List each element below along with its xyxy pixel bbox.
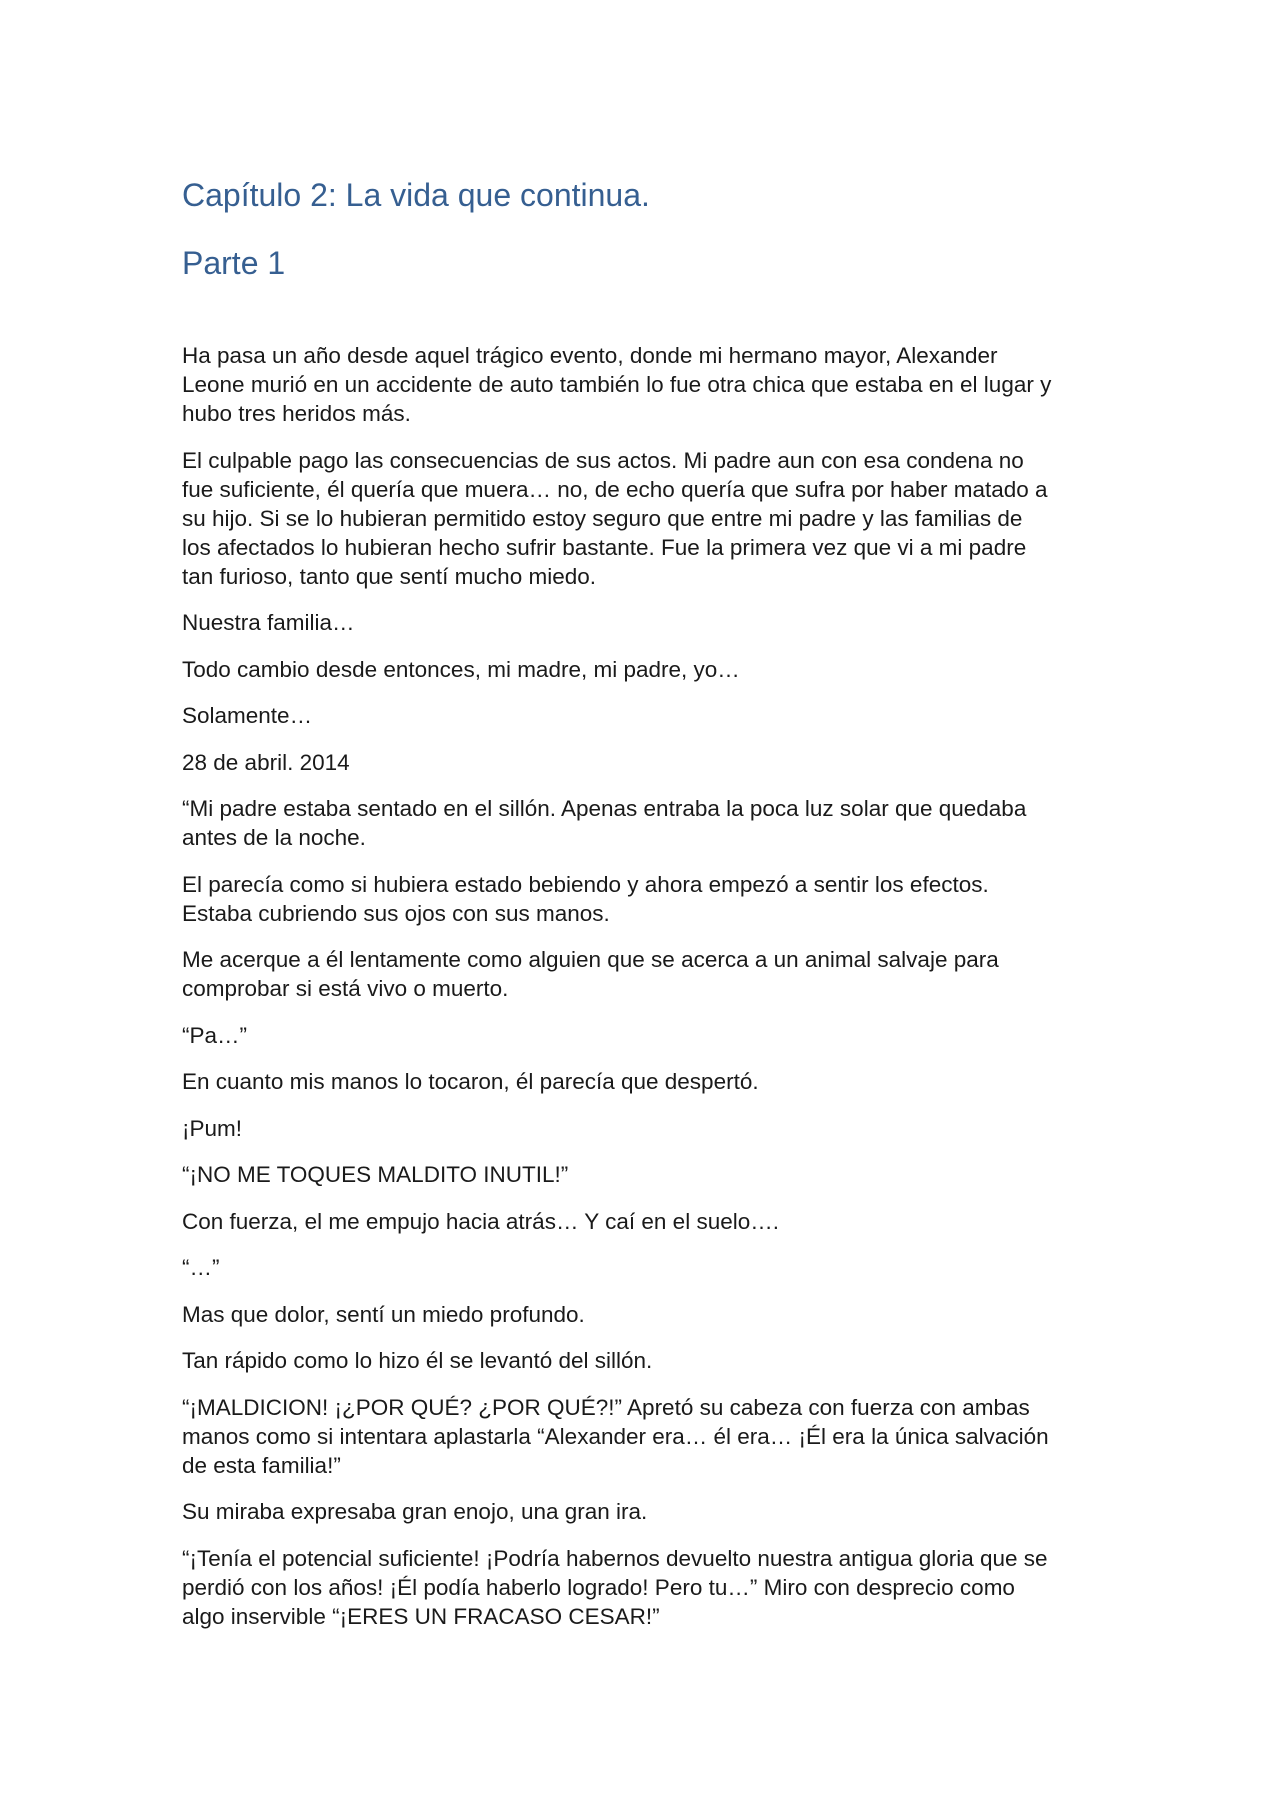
dialogue-line: “¡MALDICION! ¡¿POR QUÉ? ¿POR QUÉ?!” Apretó su cabeza con fuerza con ambas manos como si intentara aplastarla “Alexander era… él era… ¡Él era la única salvación de esta familia!” bbox=[182, 1394, 1049, 1478]
dialogue-line: “Pa…” bbox=[182, 1022, 248, 1048]
paragraph: Todo cambio desde entonces, mi madre, mi padre, yo… bbox=[182, 656, 740, 682]
document-body bbox=[182, 175, 1102, 1648]
dialogue-line: “…” bbox=[182, 1255, 220, 1280]
paragraph: Tan rápido como lo hizo él se levantó del sillón. bbox=[182, 1348, 653, 1373]
paragraph: Nuestra familia… bbox=[182, 610, 355, 635]
part-title: Parte 1 bbox=[182, 245, 286, 281]
paragraph: Me acerque a él lentamente como alguien que se acerca a un animal salvaje para comprobar si está vivo o muerto. bbox=[182, 947, 999, 1001]
paragraph: El parecía como si hubiera estado bebiendo y ahora empezó a sentir los efectos. Estaba cubriendo sus ojos con sus manos. bbox=[182, 871, 989, 926]
paragraph: Con fuerza, el me empujo hacia atrás… Y caí en el suelo…. bbox=[182, 1208, 779, 1234]
date-line: 28 de abril. 2014 bbox=[182, 749, 350, 775]
paragraph: ¡Pum! bbox=[182, 1115, 243, 1141]
chapter-title: Capítulo 2: La vida que continua. bbox=[182, 177, 650, 213]
paragraph: En cuanto mis manos lo tocaron, él parecía que despertó. bbox=[182, 1069, 759, 1094]
paragraph: “Mi padre estaba sentado en el sillón. Apenas entraba la poca luz solar que quedaba antes de la noche. bbox=[182, 796, 1027, 850]
paragraph: Ha pasa un año desde aquel trágico evento, donde mi hermano mayor, Alexander Leone murió en un accidente de auto también lo fue otra chica que estaba en el lugar y hubo tres heridos más. bbox=[182, 343, 1052, 426]
paragraph: Solamente… bbox=[182, 703, 313, 728]
paragraph: Su miraba expresaba gran enojo, una gran ira. bbox=[182, 1499, 648, 1524]
dialogue-line: “¡NO ME TOQUES MALDITO INUTIL!” bbox=[182, 1162, 569, 1187]
paragraph: El culpable pago las consecuencias de sus actos. Mi padre aun con esa condena no fue suficiente, él quería que muera… no, de echo quería que sufra por haber matado a su hijo. Si se lo hubieran permitido estoy seguro que entre mi padre y las familias de los afectados lo hubieran hecho sufrir bastante. Fue la primera vez que vi a mi padre tan furioso, tanto que sentí mucho miedo. bbox=[182, 447, 1048, 589]
dialogue-line: “¡Tenía el potencial suficiente! ¡Podría habernos devuelto nuestra antigua gloria que se perdió con los años! ¡Él podía haberlo logrado! Pero tu…” Miro con desprecio como algo inservible “¡ERES UN FRACASO CESAR!” bbox=[182, 1545, 1048, 1629]
paragraph: Mas que dolor, sentí un miedo profundo. bbox=[182, 1301, 585, 1327]
